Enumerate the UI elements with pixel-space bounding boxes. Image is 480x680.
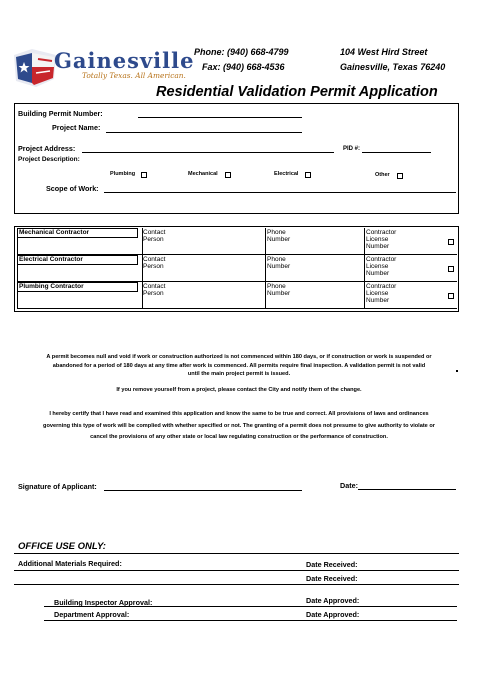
contact-person[interactable]: Contact Person xyxy=(143,229,166,243)
certification-statement xyxy=(14,409,464,444)
scope-of-work-label: Scope of Work: xyxy=(46,184,99,193)
approval-divider xyxy=(44,620,457,621)
signature-date-field[interactable] xyxy=(358,489,456,490)
project-description-label: Project Description: xyxy=(18,156,80,163)
mechanical-option-label: Mechanical xyxy=(188,171,218,177)
removal-notice: If you remove yourself from a project, please contact the City and notify them of the change. xyxy=(116,387,362,393)
bullet-dot xyxy=(456,370,458,372)
date-approved-label: Date Approved: xyxy=(306,610,360,619)
applicant-signature-field[interactable] xyxy=(104,490,302,491)
license-checkbox[interactable] xyxy=(448,266,454,272)
project-name-field[interactable] xyxy=(106,132,302,133)
date-received-divider xyxy=(14,584,459,585)
scope-of-work-field[interactable] xyxy=(104,192,456,193)
texas-flag-icon xyxy=(10,45,60,91)
contractor-type: Plumbing Contractor xyxy=(17,282,138,292)
electrical-option-label: Electrical xyxy=(274,171,299,177)
approval-divider xyxy=(44,606,457,607)
certification-line: I hereby certify that I have read and examined this application and know the same to be true and correct. All provisions of laws and ordinances xyxy=(49,411,429,417)
project-info-box xyxy=(14,103,459,214)
mechanical-checkbox[interactable] xyxy=(225,172,231,178)
plumbing-checkbox[interactable] xyxy=(141,172,147,178)
phone-number-cell[interactable]: Phone Number xyxy=(267,283,291,297)
plumbing-option-label: Plumbing xyxy=(110,171,136,177)
certification-line: cancel the provisions of any other state or local law regulating construction or the performance of construction. xyxy=(90,434,388,440)
building-inspector-label: Building Inspector Approval: xyxy=(54,598,153,607)
contact-person[interactable]: Contact Person xyxy=(143,283,166,297)
office-use-heading: OFFICE USE ONLY: xyxy=(18,541,106,552)
project-address-label: Project Address: xyxy=(18,144,76,153)
contractor-type: Electrical Contractor xyxy=(17,255,138,265)
city-state-zip: Gainesville, Texas 76240 xyxy=(340,62,446,72)
validity-notice-line: A permit becomes null and void if work or construction authorized is not commenced within 180 days, or if construction or work is suspended or xyxy=(46,354,432,360)
certification-line: governing this type of work will be complied with whether specified or not. The granting of a permit does not presume to give authority to violate or xyxy=(43,422,435,429)
pid-field[interactable] xyxy=(362,152,431,153)
license-checkbox[interactable] xyxy=(448,239,454,245)
logo-wordmark: Gainesville xyxy=(54,48,195,73)
street-address: 104 West Hird Street xyxy=(340,47,428,57)
validity-notice-line: until the main project permit is issued. xyxy=(187,371,291,377)
other-option-label: Other xyxy=(375,172,390,178)
fax-number: Fax: (940) 668-4536 xyxy=(202,62,285,72)
department-approval-label: Department Approval: xyxy=(54,610,130,619)
page-title: Residential Validation Permit Application xyxy=(156,84,438,100)
date-received-divider xyxy=(14,570,459,571)
project-name-label: Project Name: xyxy=(52,123,101,132)
validity-notice-line: abandoned for a period of 180 days at any time after work is commenced. All permits require final inspection. A validation permit is not valid xyxy=(52,362,426,369)
contractor-type: Mechanical Contractor xyxy=(17,228,138,238)
license-checkbox[interactable] xyxy=(448,293,454,299)
phone-number: Phone: (940) 668-4799 xyxy=(194,47,289,57)
building-permit-label: Building Permit Number: xyxy=(18,109,103,118)
license-number-cell[interactable]: Contractor License Number xyxy=(366,283,397,304)
date-received-label: Date Received: xyxy=(306,574,358,583)
logo-tagline: Totally Texas. All American. xyxy=(82,71,186,80)
date-approved-label: Date Approved: xyxy=(306,596,360,605)
license-number-cell[interactable]: Contractor License Number xyxy=(366,256,397,277)
pid-label: PID #: xyxy=(343,146,361,152)
signature-date-label: Date: xyxy=(340,481,358,490)
additional-materials-label: Additional Materials Required: xyxy=(18,559,122,568)
contact-person[interactable]: Contact Person xyxy=(143,256,166,270)
applicant-signature-label: Signature of Applicant: xyxy=(18,482,97,491)
other-checkbox[interactable] xyxy=(397,173,403,179)
date-received-label: Date Received: xyxy=(306,560,358,569)
office-use-divider xyxy=(14,553,459,554)
electrical-checkbox[interactable] xyxy=(305,172,311,178)
validity-notice xyxy=(14,353,464,379)
project-address-field[interactable] xyxy=(82,152,334,153)
phone-number-cell[interactable]: Phone Number xyxy=(267,229,291,243)
phone-number-cell[interactable]: Phone Number xyxy=(267,256,291,270)
building-permit-field[interactable] xyxy=(138,117,302,118)
license-number-cell[interactable]: Contractor License Number xyxy=(366,229,397,250)
